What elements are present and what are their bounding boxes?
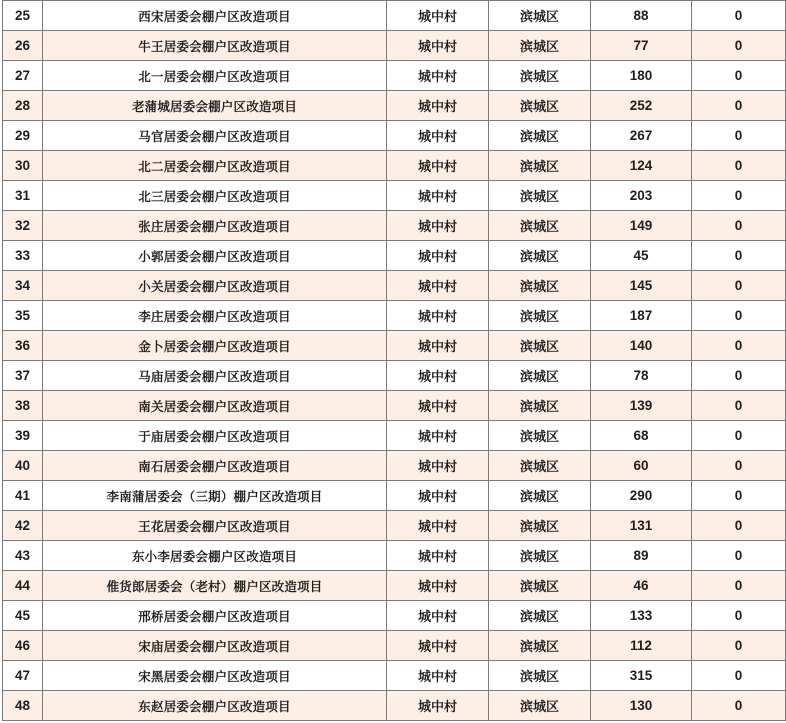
cell-row-number: 39	[3, 421, 43, 451]
cell-households: 68	[591, 421, 692, 451]
cell-households: 130	[591, 691, 692, 721]
cell-district: 滨城区	[489, 601, 591, 631]
cell-district: 滨城区	[489, 91, 591, 121]
cell-district: 滨城区	[489, 181, 591, 211]
table-row	[3, 91, 786, 121]
cell-project-name: 宋庙居委会棚户区改造项目	[43, 631, 387, 661]
cell-district: 滨城区	[489, 571, 591, 601]
table-row	[3, 181, 786, 211]
cell-count: 0	[692, 511, 786, 541]
cell-count: 0	[692, 331, 786, 361]
cell-project-type: 城中村	[387, 601, 489, 631]
cell-project-type: 城中村	[387, 631, 489, 661]
cell-households: 139	[591, 391, 692, 421]
cell-row-number: 47	[3, 661, 43, 691]
cell-project-name: 南关居委会棚户区改造项目	[43, 391, 387, 421]
cell-row-number: 38	[3, 391, 43, 421]
cell-project-name: 北三居委会棚户区改造项目	[43, 181, 387, 211]
cell-households: 180	[591, 61, 692, 91]
cell-project-type: 城中村	[387, 181, 489, 211]
cell-project-type: 城中村	[387, 301, 489, 331]
cell-count: 0	[692, 181, 786, 211]
table-row	[3, 331, 786, 361]
cell-project-name: 马官居委会棚户区改造项目	[43, 121, 387, 151]
cell-households: 140	[591, 331, 692, 361]
cell-project-type: 城中村	[387, 211, 489, 241]
cell-project-type: 城中村	[387, 451, 489, 481]
cell-count: 0	[692, 361, 786, 391]
cell-project-type: 城中村	[387, 91, 489, 121]
cell-project-type: 城中村	[387, 511, 489, 541]
cell-households: 89	[591, 541, 692, 571]
cell-project-name: 小关居委会棚户区改造项目	[43, 271, 387, 301]
table-row	[3, 631, 786, 661]
cell-count: 0	[692, 121, 786, 151]
cell-households: 112	[591, 631, 692, 661]
table-row	[3, 1, 786, 31]
cell-households: 45	[591, 241, 692, 271]
cell-district: 滨城区	[489, 121, 591, 151]
cell-households: 77	[591, 31, 692, 61]
cell-district: 滨城区	[489, 151, 591, 181]
cell-row-number: 45	[3, 601, 43, 631]
cell-count: 0	[692, 271, 786, 301]
cell-count: 0	[692, 301, 786, 331]
cell-district: 滨城区	[489, 631, 591, 661]
cell-count: 0	[692, 91, 786, 121]
table-row	[3, 601, 786, 631]
cell-district: 滨城区	[489, 331, 591, 361]
cell-project-name: 邢桥居委会棚户区改造项目	[43, 601, 387, 631]
cell-project-name: 北一居委会棚户区改造项目	[43, 61, 387, 91]
cell-row-number: 26	[3, 31, 43, 61]
cell-district: 滨城区	[489, 1, 591, 31]
cell-count: 0	[692, 151, 786, 181]
cell-project-name: 北二居委会棚户区改造项目	[43, 151, 387, 181]
cell-row-number: 34	[3, 271, 43, 301]
table-row	[3, 481, 786, 511]
cell-district: 滨城区	[489, 301, 591, 331]
cell-row-number: 33	[3, 241, 43, 271]
cell-row-number: 31	[3, 181, 43, 211]
cell-district: 滨城区	[489, 211, 591, 241]
cell-project-name: 东小李居委会棚户区改造项目	[43, 541, 387, 571]
cell-count: 0	[692, 601, 786, 631]
cell-project-type: 城中村	[387, 151, 489, 181]
cell-households: 131	[591, 511, 692, 541]
cell-count: 0	[692, 391, 786, 421]
table-row	[3, 301, 786, 331]
table-row	[3, 541, 786, 571]
cell-project-type: 城中村	[387, 1, 489, 31]
cell-row-number: 25	[3, 1, 43, 31]
cell-households: 60	[591, 451, 692, 481]
cell-households: 46	[591, 571, 692, 601]
cell-district: 滨城区	[489, 451, 591, 481]
cell-count: 0	[692, 661, 786, 691]
cell-count: 0	[692, 211, 786, 241]
cell-households: 145	[591, 271, 692, 301]
cell-district: 滨城区	[489, 511, 591, 541]
cell-households: 252	[591, 91, 692, 121]
cell-households: 290	[591, 481, 692, 511]
cell-project-type: 城中村	[387, 241, 489, 271]
cell-project-type: 城中村	[387, 331, 489, 361]
cell-row-number: 27	[3, 61, 43, 91]
cell-project-name: 西宋居委会棚户区改造项目	[43, 1, 387, 31]
cell-households: 315	[591, 661, 692, 691]
cell-project-name: 李庄居委会棚户区改造项目	[43, 301, 387, 331]
cell-project-type: 城中村	[387, 61, 489, 91]
table-row	[3, 451, 786, 481]
cell-district: 滨城区	[489, 61, 591, 91]
cell-district: 滨城区	[489, 661, 591, 691]
cell-project-name: 牛王居委会棚户区改造项目	[43, 31, 387, 61]
cell-project-name: 老蒲城居委会棚户区改造项目	[43, 91, 387, 121]
cell-district: 滨城区	[489, 691, 591, 721]
cell-households: 88	[591, 1, 692, 31]
cell-row-number: 46	[3, 631, 43, 661]
cell-households: 124	[591, 151, 692, 181]
table-row	[3, 151, 786, 181]
table-row	[3, 391, 786, 421]
cell-count: 0	[692, 691, 786, 721]
cell-count: 0	[692, 61, 786, 91]
cell-row-number: 40	[3, 451, 43, 481]
cell-count: 0	[692, 421, 786, 451]
cell-row-number: 48	[3, 691, 43, 721]
cell-project-type: 城中村	[387, 541, 489, 571]
cell-households: 78	[591, 361, 692, 391]
cell-count: 0	[692, 631, 786, 661]
cell-district: 滨城区	[489, 31, 591, 61]
cell-project-name: 宋黑居委会棚户区改造项目	[43, 661, 387, 691]
table-row	[3, 31, 786, 61]
cell-row-number: 36	[3, 331, 43, 361]
table-row	[3, 361, 786, 391]
cell-district: 滨城区	[489, 271, 591, 301]
table-row	[3, 211, 786, 241]
table-row	[3, 421, 786, 451]
cell-row-number: 37	[3, 361, 43, 391]
cell-count: 0	[692, 451, 786, 481]
cell-project-type: 城中村	[387, 661, 489, 691]
cell-project-type: 城中村	[387, 31, 489, 61]
cell-households: 149	[591, 211, 692, 241]
table-row	[3, 241, 786, 271]
cell-district: 滨城区	[489, 391, 591, 421]
cell-district: 滨城区	[489, 241, 591, 271]
cell-row-number: 42	[3, 511, 43, 541]
table-row	[3, 571, 786, 601]
cell-project-name: 李南蒲居委会（三期）棚户区改造项目	[43, 481, 387, 511]
cell-count: 0	[692, 571, 786, 601]
cell-project-type: 城中村	[387, 361, 489, 391]
cell-row-number: 30	[3, 151, 43, 181]
cell-row-number: 41	[3, 481, 43, 511]
cell-count: 0	[692, 1, 786, 31]
cell-row-number: 43	[3, 541, 43, 571]
cell-project-type: 城中村	[387, 571, 489, 601]
table-row	[3, 661, 786, 691]
cell-project-name: 东赵居委会棚户区改造项目	[43, 691, 387, 721]
cell-count: 0	[692, 31, 786, 61]
table-row	[3, 61, 786, 91]
cell-row-number: 44	[3, 571, 43, 601]
cell-households: 133	[591, 601, 692, 631]
project-table	[2, 0, 786, 721]
cell-district: 滨城区	[489, 421, 591, 451]
table-row	[3, 691, 786, 721]
cell-project-name: 张庄居委会棚户区改造项目	[43, 211, 387, 241]
cell-row-number: 35	[3, 301, 43, 331]
cell-households: 203	[591, 181, 692, 211]
cell-households: 187	[591, 301, 692, 331]
cell-district: 滨城区	[489, 361, 591, 391]
table-row	[3, 121, 786, 151]
cell-households: 267	[591, 121, 692, 151]
cell-district: 滨城区	[489, 541, 591, 571]
cell-project-name: 马庙居委会棚户区改造项目	[43, 361, 387, 391]
table-row	[3, 511, 786, 541]
cell-row-number: 28	[3, 91, 43, 121]
cell-project-name: 倠货郎居委会（老村）棚户区改造项目	[43, 571, 387, 601]
cell-row-number: 29	[3, 121, 43, 151]
cell-project-type: 城中村	[387, 391, 489, 421]
cell-project-name: 小郭居委会棚户区改造项目	[43, 241, 387, 271]
cell-project-type: 城中村	[387, 121, 489, 151]
cell-project-name: 南石居委会棚户区改造项目	[43, 451, 387, 481]
cell-project-type: 城中村	[387, 271, 489, 301]
cell-project-type: 城中村	[387, 691, 489, 721]
cell-district: 滨城区	[489, 481, 591, 511]
cell-project-type: 城中村	[387, 421, 489, 451]
cell-count: 0	[692, 241, 786, 271]
cell-project-name: 金卜居委会棚户区改造项目	[43, 331, 387, 361]
cell-count: 0	[692, 481, 786, 511]
cell-project-name: 于庙居委会棚户区改造项目	[43, 421, 387, 451]
cell-count: 0	[692, 541, 786, 571]
cell-row-number: 32	[3, 211, 43, 241]
table-row	[3, 271, 786, 301]
project-table-body	[3, 1, 786, 721]
cell-project-name: 王花居委会棚户区改造项目	[43, 511, 387, 541]
cell-project-type: 城中村	[387, 481, 489, 511]
